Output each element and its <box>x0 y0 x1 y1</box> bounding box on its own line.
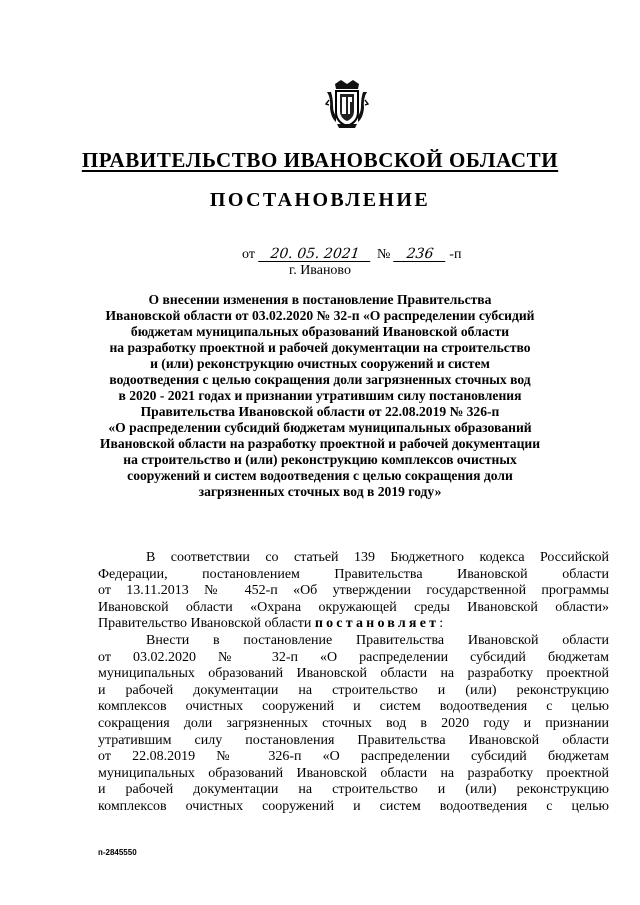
number-suffix: -п <box>449 247 462 262</box>
title-line: на строительство и (или) реконструкцию комплексов очистных <box>123 452 517 467</box>
date-prefix: от <box>242 247 255 262</box>
title-line: загрязненных сточных вод в 2019 году» <box>198 484 442 499</box>
decree-word: постановляет <box>314 616 440 632</box>
coat-of-arms-icon <box>325 78 369 130</box>
handwritten-date: 20. 05. 2021 <box>258 247 372 262</box>
number-label: № <box>376 247 391 262</box>
title-line: бюджетам муниципальных образований Ивановской области <box>130 324 510 339</box>
handwritten-number: 236 <box>394 247 448 262</box>
title-line: в 2020 - 2021 годах и признании утратившим силу постановления <box>118 388 522 403</box>
body-line: Ивановской области «Охрана окружающей среды Ивановской области» <box>98 599 609 615</box>
city-name: г. Иваново <box>289 263 351 278</box>
body-line: комплексов очистных сооружений и систем водоотведения с целью <box>98 699 609 715</box>
body-line: В соответствии со статьей 139 Бюджетного кодекса Российской <box>146 550 609 565</box>
title-line: сооружений и систем водоотведения с целью сокращения доли <box>127 468 513 483</box>
body-line: Внести в постановление Правительства Ивановской области <box>146 632 609 648</box>
body-line: комплексов очистных сооружений и систем водоотведения с целью <box>98 798 609 814</box>
body-line: муниципальных образований Ивановской области на разработку проектной <box>98 765 609 781</box>
title-line: водоотведения с целью сокращения доли загрязненных сточных вод <box>109 372 531 387</box>
body-line: Федерации, постановлением Правительства Ивановской области <box>98 566 609 582</box>
date-number-line <box>242 247 461 263</box>
title-line: на разработку проектной и рабочей документации на строительство <box>109 340 531 355</box>
government-title: ПРАВИТЕЛЬСТВО ИВАНОВСКОЙ ОБЛАСТИ <box>81 148 559 172</box>
body-line-decree <box>98 616 609 633</box>
body-line: утратившим силу постановления Правительства Ивановской области <box>98 732 609 748</box>
title-line: О внесении изменения в постановление Правительства <box>148 292 492 307</box>
decree-title <box>95 292 545 500</box>
body-line: от 13.11.2013 № 452-п «Об утверждении государственной программы <box>98 583 609 599</box>
body-line: от 22.08.2019 № 326-п «О распределении субсидий бюджетам <box>98 749 609 765</box>
document-type-heading: ПОСТАНОВЛЕНИЕ <box>209 189 431 211</box>
decree-body <box>98 550 609 816</box>
title-line: Ивановской области на разработку проектной и рабочей документации <box>99 436 541 451</box>
document-code: п-2845550 <box>98 848 137 857</box>
title-line: и (или) реконструкцию очистных сооружений и систем <box>150 356 490 371</box>
body-line: муниципальных образований Ивановской области на разработку проектной <box>98 666 609 682</box>
title-line: Правительства Ивановской области от 22.08.2019 № 326-п <box>140 404 500 419</box>
title-line: Ивановской области от 03.02.2020 № 32-п «О распределении субсидий <box>105 308 535 323</box>
body-line: и рабочей документации на строительство и (или) реконструкцию <box>98 682 609 698</box>
body-line: от 03.02.2020 № 32-п «О распределении субсидий бюджетам <box>98 649 609 665</box>
body-line: сокращения доли загрязненных сточных вод в 2020 году и признании <box>98 715 609 731</box>
decree-colon: : <box>439 616 444 632</box>
title-line: «О распределении субсидий бюджетам муниципальных образований <box>108 420 532 435</box>
body-line: и рабочей документации на строительство и (или) реконструкцию <box>98 782 609 798</box>
decree-subject: Правительство Ивановской области <box>98 616 315 632</box>
